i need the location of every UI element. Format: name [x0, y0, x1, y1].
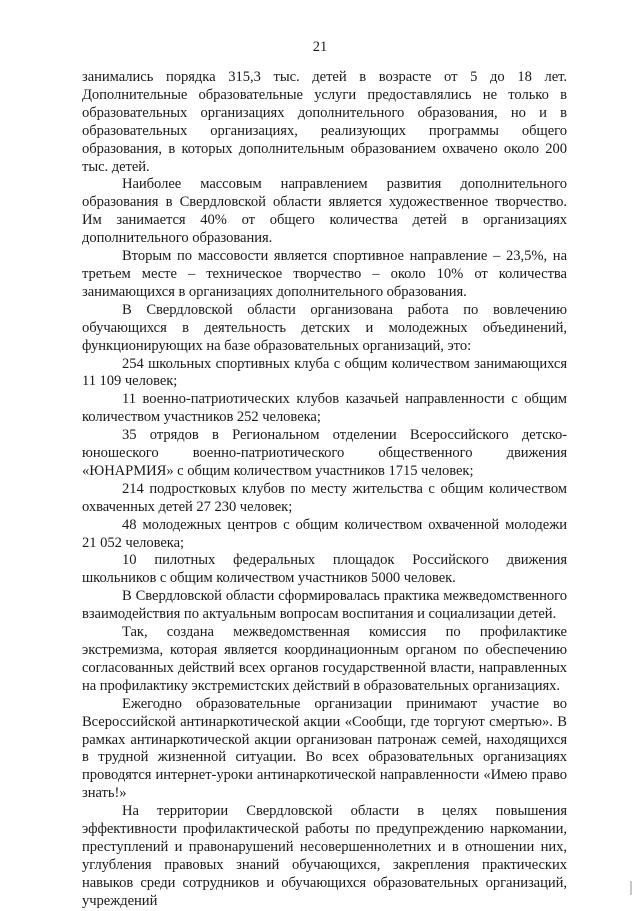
list-item-pilot-sites: 10 пилотных федеральных площадок Российского движения школьников с общим количеством участников 5000 человек.: [82, 552, 567, 587]
body-text: [82, 69, 567, 911]
list-item-cossack-clubs: 11 военно-патриотических клубов казачьей направленности с общим количеством участников 252 человека;: [82, 391, 567, 426]
list-item-sports-clubs: 254 школьных спортивных клуба с общим количеством занимающихся 11 109 человек;: [82, 355, 567, 390]
paragraph-extremism-commission: Так, создана межведомственная комиссия по профилактике экстремизма, которая является координационным органом по обеспечению согласованных действий всех органов государственной власти, направленных на профилактику экстремистских действий в образовательных организациях.: [82, 624, 567, 694]
paragraph-artistic-creativity: Наиболее массовым направлением развития дополнительного образования в Свердловской области является художественное творчество. Им занимается 40% от общего количества детей в организациях дополнительного образования.: [82, 176, 567, 247]
paragraph-continuation: занимались порядка 315,3 тыс. детей в возрасте от 5 до 18 лет. Дополнительные образовательные услуги предоставлялись не только в образовательных организациях дополнительного образования, но и в образовательных организациях, реализующих программы общего образования, в которых дополнительным образованием охвачено около 200 тыс. детей.: [82, 69, 567, 175]
paragraph-sports-direction: Вторым по массовости является спортивное направление – 23,5%, на третьем месте – техническое творчество – около 10% от количества занимающихся в организациях дополнительного образования.: [82, 248, 567, 300]
list-item-youth-centers: 48 молодежных центров с общим количеством охваченной молодежи 21 052 человека;: [82, 516, 567, 551]
scan-edge-mark: [630, 881, 632, 895]
paragraph-interagency-practice: В Свердловской области сформировалась практика межведомственного взаимодействия по актуальным вопросам воспитания и социализации детей.: [82, 588, 567, 623]
list-item-yunarmia: 35 отрядов в Региональном отделении Всероссийского детско-юношеского военно-патриотического общественного движения «ЮНАРМИЯ» с общим количеством участников 1715 человек;: [82, 427, 567, 479]
paragraph-youth-associations: В Свердловской области организована работа по вовлечению обучающихся в деятельность детских и молодежных объединений, функционирующих на базе образовательных организаций, это:: [82, 301, 567, 354]
paragraph-antidrug-campaign: Ежегодно образовательные организации принимают участие во Всероссийской антинаркотической акции «Сообщи, где торгуют смертью». В рамках антинаркотической акции организован патронаж семей, находящихся в трудной жизненной ситуации. Во всех образовательных организациях проводятся интернет-уроки антинаркотической направленности «Имею право знать!»: [82, 695, 567, 802]
list-item-teen-clubs: 214 подростковых клубов по месту жительства с общим количеством охваченных детей 27 230 человек;: [82, 480, 567, 515]
page-number: 21: [312, 39, 328, 55]
paragraph-prevention-work: На территории Свердловской области в целях повышения эффективности профилактической работы по предупреждению наркомании, преступлений и правонарушений несовершеннолетних и в отношении них, углубления правовых знаний обучающихся, закрепления практических навыков среди сотрудников и обучающихся образовательных организаций, учреждений: [82, 803, 567, 909]
